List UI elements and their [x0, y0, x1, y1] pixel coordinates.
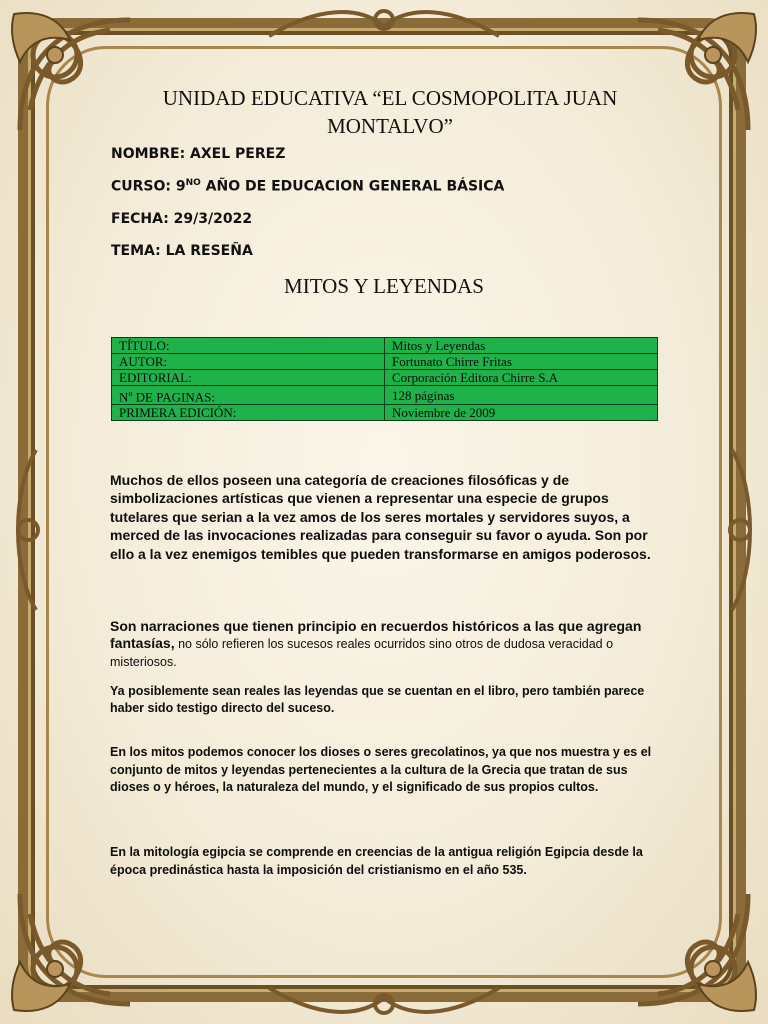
table-row	[112, 405, 658, 421]
table-value: Noviembre de 2009	[385, 405, 658, 421]
corner-ornament-icon	[0, 874, 150, 1024]
date-line: FECHA: 29/3/2022	[111, 211, 253, 227]
document-title: MITOS Y LEYENDAS	[284, 274, 484, 298]
paragraph-3: Ya posiblemente sean reales las leyendas que se cuentan en el libro, pero también parece haber sido testigo directo del suceso.	[110, 684, 645, 715]
paragraph-5: En la mitología egipcia se comprende en creencias de la antigua religión Egipcia desde la época predinástica hasta la imposición del cristianismo en el año 535.	[110, 845, 643, 877]
course-superscript: NO	[185, 178, 201, 188]
table-label: TÍTULO:	[112, 338, 385, 354]
paragraph-4: En los mitos podemos conocer los dioses o seres grecolatinos, ya que nos muestra y es el conjunto de mitos y leyendas pertenecientes a la cultura de la Grecia que tratan de sus dioses o y héroes, la naturaleza del mundo, y el significado de sus propios cultos.	[110, 745, 652, 794]
corner-ornament-icon	[0, 0, 150, 150]
paragraph-2	[110, 618, 658, 671]
course-line	[111, 178, 504, 195]
table-row	[112, 338, 658, 354]
corner-ornament-icon	[618, 874, 768, 1024]
table-value: Fortunato Chirre Fritas	[385, 354, 658, 370]
table-row	[112, 386, 658, 405]
label-suffix: DE PAGINAS:	[132, 389, 215, 405]
school-name: UNIDAD EDUCATIVA “EL COSMOPOLITA JUAN MONTALVO”	[162, 86, 618, 138]
paragraph-2-bold: Son narraciones que tienen principio en recuerdos históricos a las que agregan fantasías,	[110, 618, 642, 651]
table-row	[112, 370, 658, 386]
table-value: Mitos y Leyendas	[385, 338, 658, 354]
bottom-ornament-icon	[259, 978, 509, 1024]
table-value: Corporación Editora Chirre S.A	[385, 370, 658, 386]
book-info-table	[111, 337, 658, 421]
table-value: 128 páginas	[385, 386, 658, 405]
table-label: EDITORIAL:	[112, 370, 385, 386]
table-label: PRIMERA EDICIÓN:	[112, 405, 385, 421]
top-ornament-icon	[259, 0, 509, 46]
side-ornament-icon	[722, 440, 762, 620]
paragraph-2-normal: no sólo refieren los sucesos reales ocurridos sino otros de dudosa veracidad o misteriosos.	[110, 637, 614, 669]
side-ornament-icon	[6, 440, 46, 620]
student-name: NOMBRE: AXEL PEREZ	[111, 146, 286, 162]
label-prefix: N	[119, 389, 129, 405]
table-label: AUTOR:	[112, 354, 385, 370]
course-suffix: AÑO DE EDUCACION GENERAL BÁSICA	[200, 178, 505, 195]
table-label	[112, 386, 385, 405]
course-prefix: CURSO: 9	[111, 178, 186, 195]
table-row	[112, 354, 658, 370]
label-superscript: o	[128, 389, 133, 398]
paragraph-1: Muchos de ellos poseen una categoría de creaciones filosóficas y de simbolizaciones artísticas que vienen a representar una especie de grupos tutelares que serian a la vez amos de los seres mortales y servidores suyos, a merced de las invocaciones realizadas para conseguir su favor o ayuda. Son por ello a la vez enemigos temibles que pueden transformarse en amigos poderosos.	[110, 472, 651, 562]
topic-line: TEMA: LA RESEÑA	[111, 243, 253, 259]
